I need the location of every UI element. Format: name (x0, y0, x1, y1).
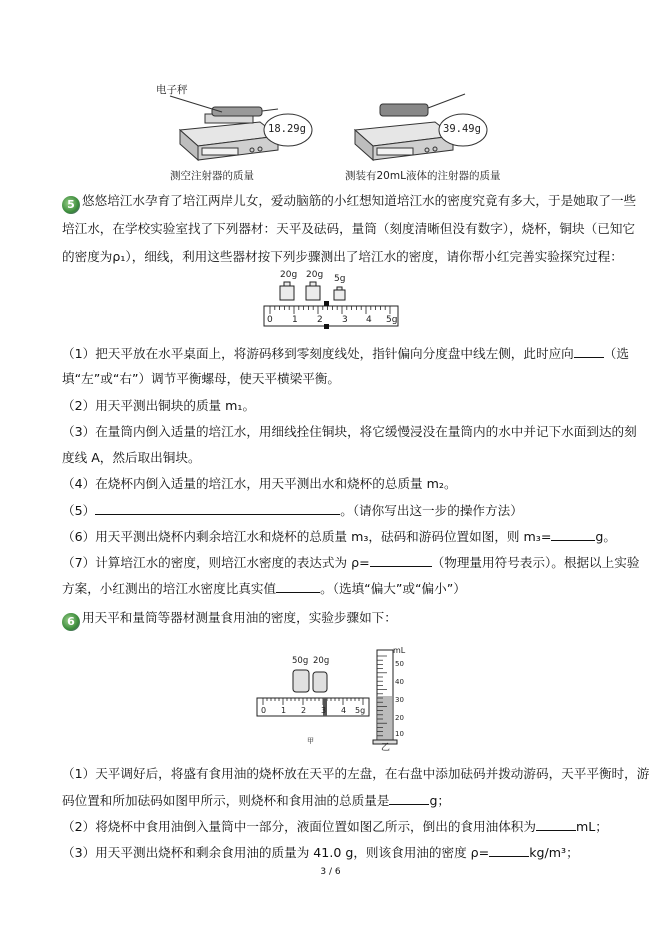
q5-step-1b: 填“左”或“右”）调节平衡螺母，使天平横梁平衡。 (62, 371, 340, 386)
figure-scales (150, 80, 510, 185)
cylinder-tick-50: 50 (395, 660, 404, 668)
page-number: 3 / 6 (320, 867, 341, 877)
scale-tick-2: 2 (301, 706, 307, 715)
scale-label: 电子秤 (156, 84, 188, 96)
q5-intro-line-3: 的密度为ρ₁），细线，利用这些器材按下列步骤测出了培江水的密度，请你帮小红完善实验探究过程： (62, 249, 623, 264)
answer-blank-step5[interactable] (95, 501, 340, 515)
q5-step-2: （2）用天平测出铜块的质量 m₁。 (62, 398, 256, 413)
caption-right: 测装有20mL液体的注射器的质量 (345, 170, 501, 182)
answer-blank-m3[interactable] (551, 527, 595, 541)
answer-blank-density[interactable] (489, 843, 529, 857)
q5-intro-line-2: 培江水，在学校实验室找了下列器材：天平及砝码，量筒（刻度清晰但没有数字），烧杯，铜块（已知它 (62, 221, 636, 236)
cylinder-tick-40: 40 (395, 678, 404, 686)
balance-and-cylinder-illustration (255, 640, 415, 752)
scale-tick-0: 0 (267, 315, 273, 325)
question-number-badge: 5 (62, 196, 80, 214)
scale-tick-3: 3 (342, 315, 348, 325)
weight-label-50g: 50g (292, 656, 309, 666)
answer-blank-total-mass[interactable] (389, 791, 429, 805)
cylinder-tick-20: 20 (395, 714, 404, 722)
scale-tick-4: 4 (366, 315, 372, 325)
answer-blank-direction[interactable] (574, 344, 604, 358)
cylinder-unit: mL (393, 646, 406, 655)
figure-label-yi: 乙 (381, 743, 391, 753)
weight-label-2: 20g (306, 270, 324, 280)
answer-blank-bias[interactable] (276, 579, 320, 593)
q5-step-7b: 方案，小红测出的培江水密度比真实值 。（选填“偏大”或“偏小”） (62, 581, 466, 596)
question-number-badge: 6 (62, 613, 80, 631)
q6-step-2: （2）将烧杯中食用油倒入量筒中一部分，液面位置如图乙所示，倒出的食用油体积为 mL； (62, 819, 608, 834)
q5-step-4: （4）在烧杯内倒入适量的培江水，用天平测出水和烧杯的总质量 m₂。 (62, 476, 457, 491)
q6-step-3: （3）用天平测出烧杯和剩余食用油的质量为 41.0 g，则该食用油的密度 ρ= kg/m³； (62, 845, 579, 860)
q5-step-6: （6）用天平测出烧杯内剩余培江水和烧杯的总质量 m₃，砝码和游码位置如图，则 m₃= g。 (62, 529, 616, 544)
q5-step-7a: （7）计算培江水的密度，则培江水密度的表达式为 ρ= （物理量用符号表示）。根据以上实验 (62, 555, 640, 570)
answer-blank-volume[interactable] (536, 817, 576, 831)
rider-top-marker (324, 301, 329, 306)
q6-step-1b: 码位置和所加砝码如图甲所示，则烧杯和食用油的总质量是 g； (62, 793, 451, 808)
rider-bottom-marker (324, 324, 329, 329)
weight-label-20g: 20g (313, 656, 330, 666)
q5-step-3b: 度线 A，然后取出铜块。 (62, 450, 201, 465)
answer-blank-density-expr[interactable] (370, 553, 432, 567)
scale-display-left: 18.29g (268, 123, 306, 135)
scale-tick-5: 5g (386, 315, 398, 325)
scale-tick-1: 1 (281, 706, 287, 715)
cylinder-tick-10: 10 (395, 730, 404, 738)
cylinder-tick-30: 30 (395, 696, 404, 704)
q6-step-1a: （1）天平调好后，将盛有食用油的烧杯放在天平的左盘，在右盘中添加砝码并拨动游码，天平平衡时，游 (62, 766, 650, 781)
scale-display-right: 39.49g (443, 123, 481, 135)
q5-step-3a: （3）在量筒内倒入适量的培江水，用细线拴住铜块，将它缓慢浸没在量筒内的水中并记下水面到达的刻 (62, 424, 637, 439)
caption-left: 测空注射器的质量 (170, 170, 254, 182)
scale-tick-2: 2 (317, 315, 323, 325)
q5-step-5: （5） 。（请你写出这一步的操作方法） (62, 503, 523, 518)
q6-figure (255, 640, 415, 752)
scale-tick-3: 3 (321, 706, 327, 715)
figure-label-jia: 甲 (307, 737, 314, 745)
scale-tick-5: 5g (355, 706, 366, 715)
q5-intro-line-1: 5 悠悠培江水孕育了培江两岸儿女，爱动脑筋的小红想知道培江水的密度究竟有多大，于是她取了一些 (62, 192, 622, 214)
scale-tick-4: 4 (341, 706, 347, 715)
q5-balance-figure (262, 270, 402, 332)
q5-step-1a: （1）把天平放在水平桌面上，将游码移到零刻度线处，指针偏向分度盘中线左侧，此时应向 （选 (62, 346, 629, 361)
scale-tick-0: 0 (261, 706, 267, 715)
scale-tick-1: 1 (292, 315, 298, 325)
q6-intro: 6 用天平和量筒等器材测量食用油的密度，实验步骤如下： (62, 609, 622, 631)
weight-label-1: 20g (280, 270, 298, 280)
weight-label-3: 5g (334, 274, 346, 284)
